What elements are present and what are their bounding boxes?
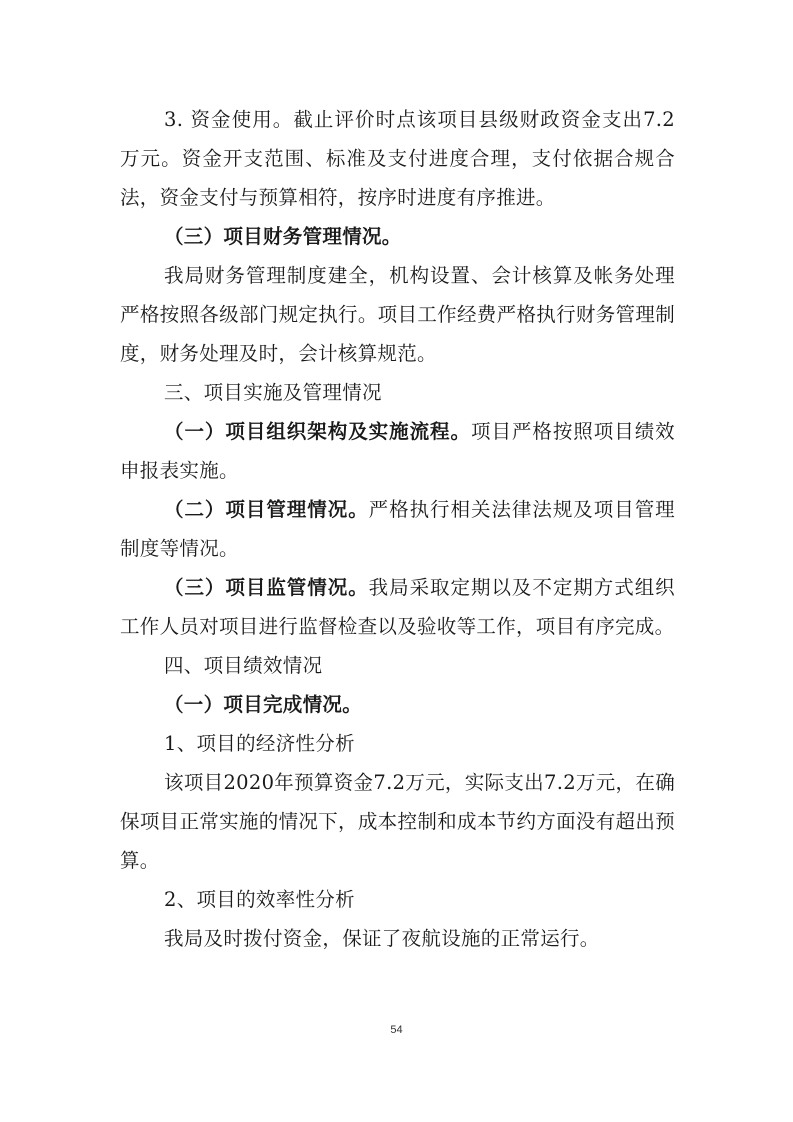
paragraph-lead: （一）项目组织架构及实施流程。 bbox=[164, 420, 471, 443]
paragraph-budget bbox=[120, 763, 675, 880]
paragraph-text: 我局及时拨付资金，保证了夜航设施的正常运行。 bbox=[164, 927, 600, 950]
page-number: 54 bbox=[390, 1024, 403, 1036]
paragraph-text: 3. 资金使用。截止评价时点该项目县级财政资金支出7.2万元。资金开支范围、标准及支付进度合理，支付依据合规合法，资金支付与预算相符，按序时进度有序推进。 bbox=[120, 108, 675, 209]
paragraph-supervision bbox=[120, 568, 675, 646]
document-body bbox=[120, 100, 675, 958]
paragraph-text: 该项目2020年预算资金7.2万元，实际支出7.2万元，在确保项目正常实施的情况下，成本控制和成本节约方面没有超出预算。 bbox=[120, 771, 675, 872]
paragraph-text: 项目严格按照项目绩效申报表实施。 bbox=[120, 420, 675, 482]
section-heading-finance-management: （三）项目财务管理情况。 bbox=[164, 225, 402, 248]
section-heading-completion: （一）项目完成情况。 bbox=[164, 693, 363, 716]
paragraph-text: 我局采取定期以及不定期方式组织工作人员对项目进行监督检查以及验收等工作，项目有序完成。 bbox=[120, 576, 675, 638]
subheading-efficiency-analysis: 2、项目的效率性分析 bbox=[164, 888, 355, 911]
chapter-heading-implementation: 三、项目实施及管理情况 bbox=[164, 381, 382, 404]
paragraph-lead: （三）项目监管情况。 bbox=[164, 576, 369, 599]
paragraph-funding-disbursement bbox=[120, 919, 675, 958]
paragraph-text: 我局财务管理制度建全，机构设置、会计核算及帐务处理严格按照各级部门规定执行。项目工作经费严格执行财务管理制度，财务处理及时，会计核算规范。 bbox=[120, 264, 675, 365]
subheading-economy-analysis: 1、项目的经济性分析 bbox=[164, 732, 355, 755]
paragraph-text: 严格执行相关法律法规及项目管理制度等情况。 bbox=[120, 498, 675, 560]
paragraph-org-structure bbox=[120, 412, 675, 490]
paragraph-lead: （二）项目管理情况。 bbox=[164, 498, 369, 521]
paragraph-finance-system bbox=[120, 256, 675, 373]
chapter-heading-performance: 四、项目绩效情况 bbox=[164, 654, 323, 677]
paragraph-project-management bbox=[120, 490, 675, 568]
paragraph-fund-usage bbox=[120, 100, 675, 217]
